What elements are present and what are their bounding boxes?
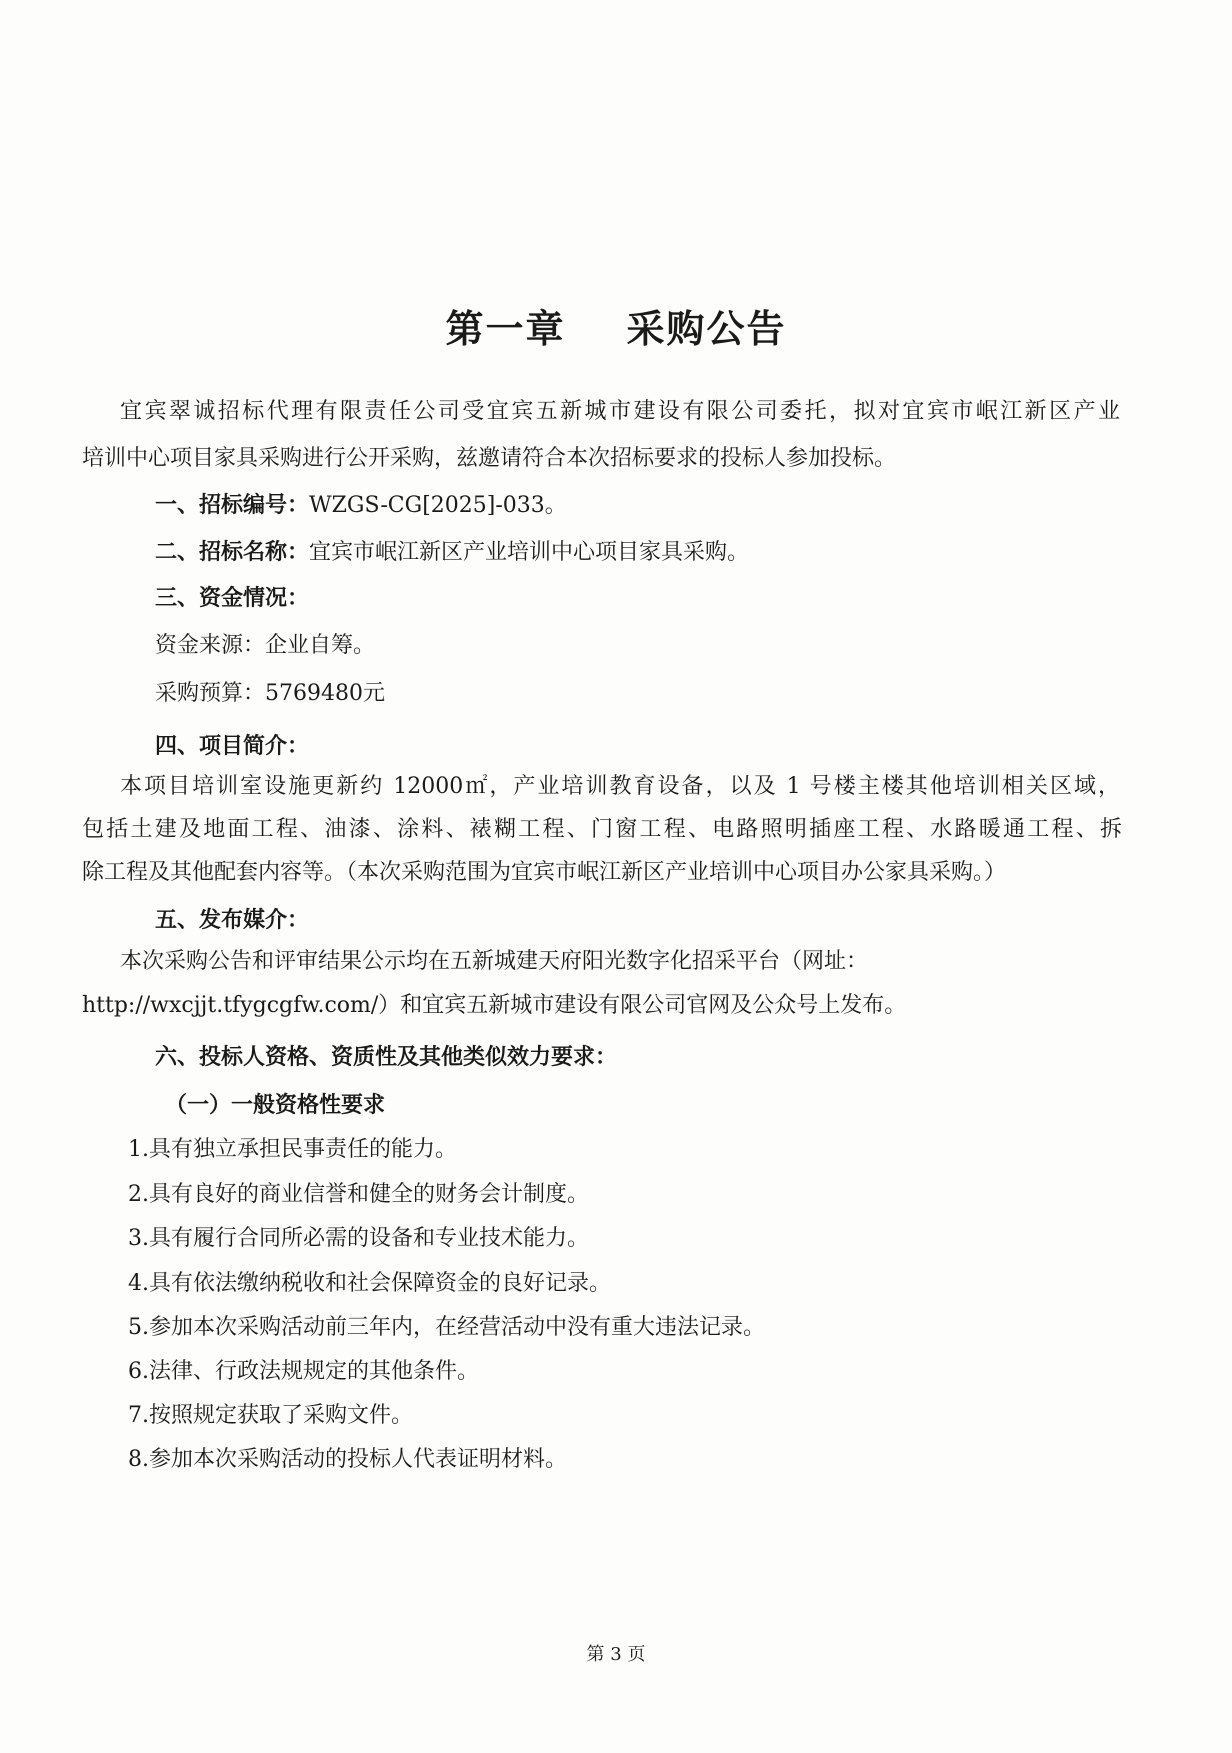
section-5-heading: 五、发布媒介： <box>155 908 310 933</box>
qualification-item-5: 5.参加本次采购活动前三年内，在经营活动中没有重大违法记录。 <box>128 1315 765 1340</box>
section-tender-name <box>155 538 749 568</box>
section-tender-number <box>155 491 567 521</box>
project-intro-line-3: 除工程及其他配套内容等。（本次采购范围为宜宾市岷江新区产业培训中心项目办公家具采购。） <box>82 860 1007 885</box>
qualification-item-4: 4.具有依法缴纳税收和社会保障资金的良好记录。 <box>128 1271 611 1296</box>
media-line-1: 本次采购公告和评审结果公示均在五新城建天府阳光数字化招采平台（网址： <box>120 949 869 974</box>
qualification-item-1: 1.具有独立承担民事责任的能力。 <box>128 1137 457 1162</box>
intro-line-1: 宜宾翠诚招标代理有限责任公司受宜宾五新城市建设有限公司委托，拟对宜宾市岷江新区产业 <box>120 399 1120 424</box>
intro-line-2: 培训中心项目家具采购进行公开采购，兹邀请符合本次招标要求的投标人参加投标。 <box>82 446 897 471</box>
section-3-heading: 三、资金情况： <box>155 586 310 611</box>
section-1-heading: 一、招标编号： <box>155 493 310 518</box>
qualification-item-2: 2.具有良好的商业信誉和健全的财务会计制度。 <box>128 1182 589 1207</box>
section-6-heading: 六、投标人资格、资质性及其他类似效力要求： <box>155 1045 618 1070</box>
section-2-heading: 二、招标名称： <box>155 540 310 565</box>
qualification-item-7: 7.按照规定获取了采购文件。 <box>128 1403 413 1428</box>
qualification-item-6: 6.法律、行政法规规定的其他条件。 <box>128 1359 479 1384</box>
tender-name-value: 宜宾市岷江新区产业培训中心项目家具采购。 <box>309 540 750 565</box>
general-qualification-heading: （一）一般资格性要求 <box>165 1093 386 1118</box>
qualification-item-8: 8.参加本次采购活动的投标人代表证明材料。 <box>128 1447 567 1472</box>
procurement-budget: 采购预算：5769480元 <box>155 681 385 706</box>
section-4-heading: 四、项目简介： <box>155 734 310 759</box>
media-line-2: http://wxcjjt.tfygcgfw.com/）和宜宾五新城市建设有限公司官网及公众号上发布。 <box>82 993 907 1018</box>
fund-source: 资金来源：企业自筹。 <box>155 633 376 658</box>
qualification-item-3: 3.具有履行合同所必需的设备和专业技术能力。 <box>128 1226 589 1251</box>
tender-number-value: WZGS-CG[2025]-033。 <box>309 493 567 518</box>
project-intro-line-2: 包括土建及地面工程、油漆、涂料、裱糊工程、门窗工程、电路照明插座工程、水路暖通工程、拆 <box>82 817 1122 842</box>
project-intro-line-1: 本项目培训室设施更新约 12000㎡，产业培训教育设备，以及 1 号楼主楼其他培训相关区域， <box>120 774 1120 799</box>
page-number: 第 3 页 <box>586 1644 646 1665</box>
chapter-title: 第一章 采购公告 <box>445 307 787 351</box>
